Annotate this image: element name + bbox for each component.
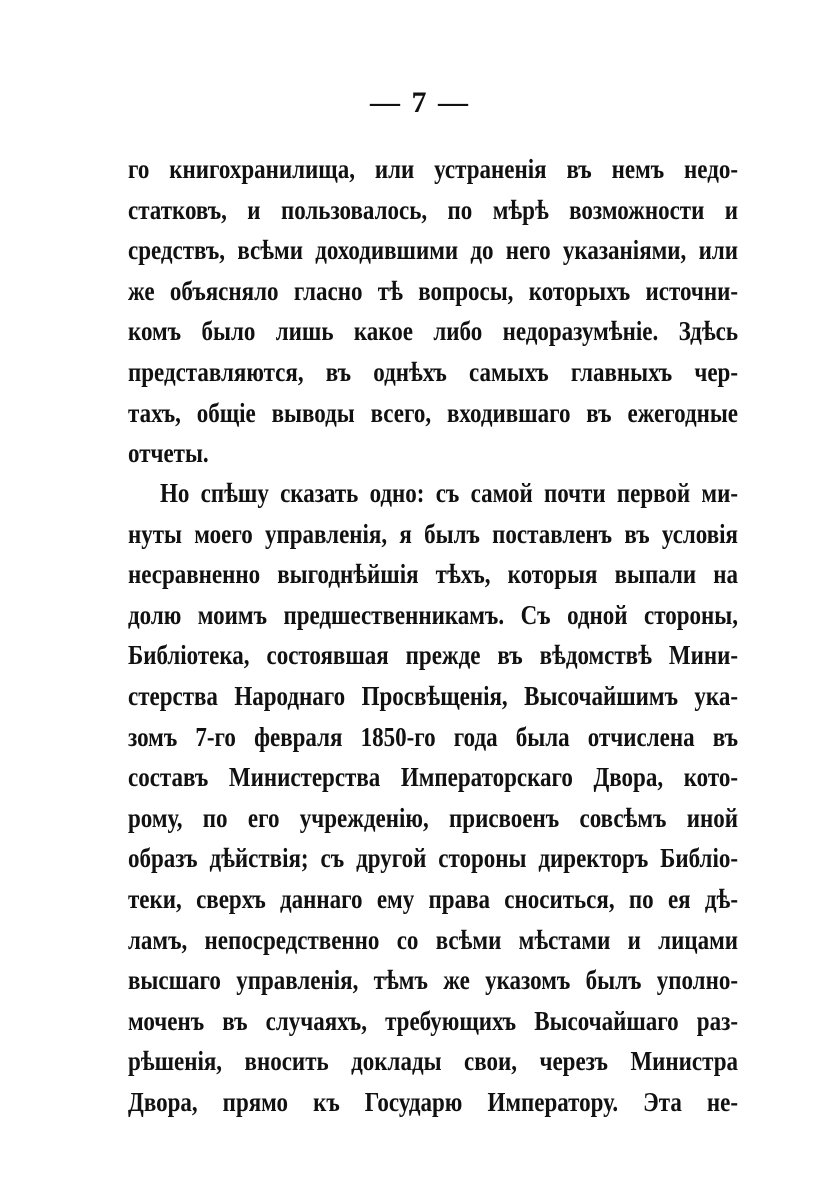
text-line: тахъ, общіе выводы всего, входившаго въ ежегодные <box>128 398 738 428</box>
paragraph-2 <box>128 474 738 1124</box>
text-line: рому, по его учрежденію, присвоенъ совсѣмъ иной <box>128 803 738 833</box>
text-line: моченъ въ случаяхъ, требующихъ Высочайшаго раз- <box>128 1006 738 1036</box>
text-line: ламъ, непосредственно со всѣми мѣстами и лицами <box>128 925 738 955</box>
text-line: статковъ, и пользовалось, по мѣрѣ возможности и <box>128 195 738 225</box>
text-line: отчеты. <box>128 438 209 469</box>
text-line: образъ дѣйствія; съ другой стороны директоръ Библіо- <box>128 843 738 874</box>
text-line: стерства Народнаго Просвѣщенія, Высочайшимъ ука- <box>128 681 738 712</box>
text-line: представляются, въ однѣхъ самыхъ главныхъ чер- <box>128 357 738 388</box>
text-line: зомъ 7-го февраля 1850-го года была отчислена въ <box>128 722 738 752</box>
text-line: долю моимъ предшественникамъ. Съ одной стороны, <box>128 600 738 630</box>
text-line: же объясняло гласно тѣ вопросы, которыхъ источни- <box>128 276 738 306</box>
text-line: средствъ, всѣми доходившими до него указаніями, или <box>128 235 738 266</box>
text-line: несравненно выгоднѣйшія тѣхъ, которыя выпали на <box>128 559 738 590</box>
text-line: Но спѣшу сказать одно: съ самой почти первой ми- <box>160 478 738 509</box>
text-line: Двора, прямо къ Государю Императору. Эта не- <box>128 1087 738 1118</box>
page-number: — 7 — <box>370 86 470 119</box>
text-line: Библіотека, состоявшая прежде въ вѣдомствѣ Мини- <box>128 640 738 671</box>
text-line: теки, сверхъ даннаго ему права сноситься, по ея дѣ- <box>128 884 738 915</box>
text-line: го книгохранилища, или устраненія въ немъ недо- <box>128 154 738 185</box>
text-line: комъ было лишь какое либо недоразумѣніе. Здѣсь <box>128 316 738 347</box>
text-line: высшаго управленія, тѣмъ же указомъ былъ уполно- <box>128 965 738 996</box>
text-line: составъ Министерства Императорскаго Двора, кото- <box>128 762 738 793</box>
text-line: рѣшенія, вносить доклады свои, черезъ Министра <box>128 1046 738 1077</box>
paragraph-1 <box>128 150 738 475</box>
text-line: нуты моего управленія, я былъ поставленъ въ условія <box>128 519 738 549</box>
